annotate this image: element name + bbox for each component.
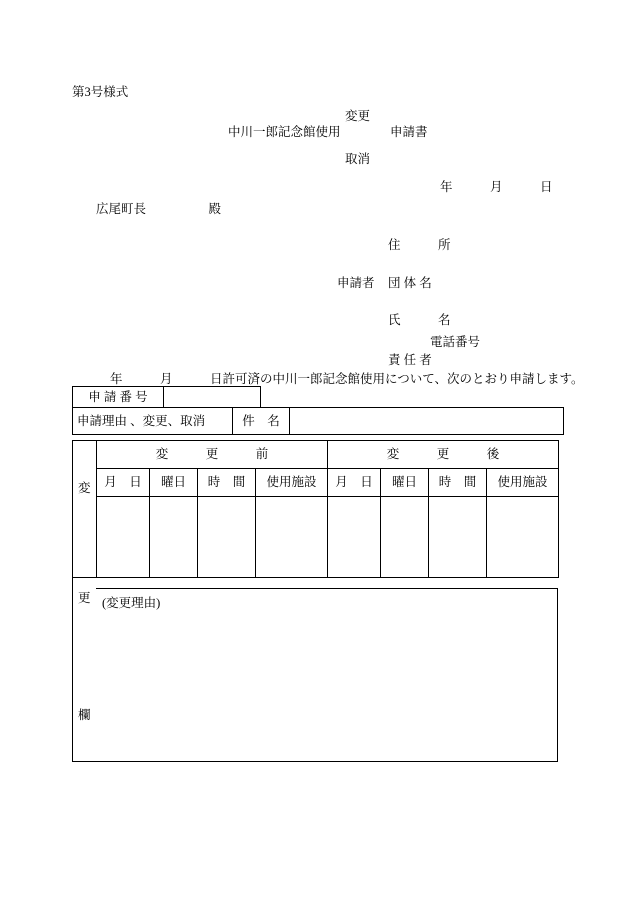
group-header-before: 変 更 前 xyxy=(97,441,328,469)
cell-after-weekday[interactable] xyxy=(381,497,429,578)
change-reason-area[interactable] xyxy=(96,588,558,762)
col-after-time: 時 間 xyxy=(429,469,487,497)
change-reason-label: (変更理由) xyxy=(102,596,161,610)
col-before-facility: 使用施設 xyxy=(256,469,328,497)
application-number-table xyxy=(72,386,261,408)
vertical-label-kou: 更 xyxy=(78,591,91,605)
application-number-label: 申 請 番 号 xyxy=(73,387,164,408)
col-after-date: 月 日 xyxy=(328,469,381,497)
cell-before-time[interactable] xyxy=(198,497,256,578)
title-application-form: 申請書 xyxy=(390,125,428,139)
applicant-label: 申請者 xyxy=(337,276,375,290)
responsible-person-label: 責 任 者 xyxy=(388,353,432,367)
cell-after-time[interactable] xyxy=(429,497,487,578)
col-before-time: 時 間 xyxy=(198,469,256,497)
title-cancel-label: 取消 xyxy=(345,152,371,166)
date-line: 年 月 日 xyxy=(440,180,553,194)
table-row xyxy=(73,387,261,408)
application-number-value[interactable] xyxy=(164,387,261,408)
reason-label: 申請理由 、変更、取消 xyxy=(73,408,233,435)
case-name-label: 件 名 xyxy=(233,408,290,435)
form-number: 第3号様式 xyxy=(72,85,129,99)
col-after-weekday: 曜日 xyxy=(381,469,429,497)
reason-case-table xyxy=(72,407,564,435)
addressee-line: 広尾町長 殿 xyxy=(96,202,222,216)
name-label: 氏 名 xyxy=(388,313,451,327)
title-main: 中川一郎記念館使用 xyxy=(228,125,341,139)
cell-before-date[interactable] xyxy=(97,497,150,578)
statement-line: 年 月 日許可済の中川一郎記念館使用について、次のとおり申請します。 xyxy=(110,372,584,386)
col-before-date: 月 日 xyxy=(97,469,150,497)
table-row xyxy=(73,497,559,578)
case-name-value[interactable] xyxy=(290,408,564,435)
address-label: 住 所 xyxy=(388,238,451,252)
group-name-label: 団 体 名 xyxy=(388,276,432,290)
group-header-after: 変 更 後 xyxy=(328,441,559,469)
cell-before-weekday[interactable] xyxy=(150,497,198,578)
col-before-weekday: 曜日 xyxy=(150,469,198,497)
vertical-label-ran: 欄 xyxy=(78,708,91,722)
cell-after-facility[interactable] xyxy=(487,497,559,578)
vertical-label-hen: 変 xyxy=(78,481,91,495)
cell-after-date[interactable] xyxy=(328,497,381,578)
table-row xyxy=(73,441,559,469)
telephone-label: 電話番号 xyxy=(430,335,481,349)
col-after-facility: 使用施設 xyxy=(487,469,559,497)
title-change-label: 変更 xyxy=(345,109,371,123)
cell-before-facility[interactable] xyxy=(256,497,328,578)
change-detail-table xyxy=(72,440,559,578)
table-row xyxy=(73,469,559,497)
table-row xyxy=(73,408,564,435)
